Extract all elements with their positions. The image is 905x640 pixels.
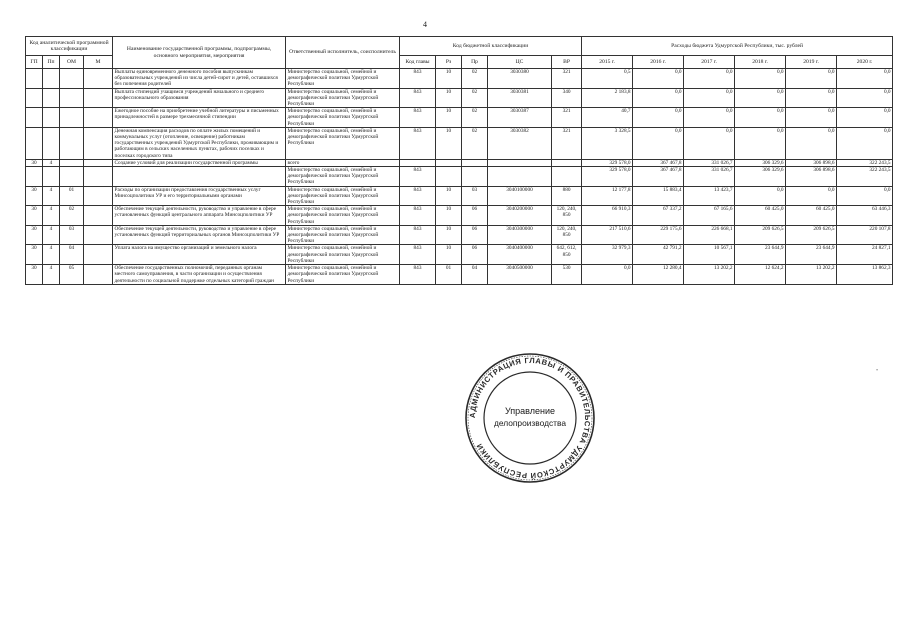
cell-amount: 331 026,7 [684,159,735,166]
grbs-header: Код главы [400,56,436,69]
cell-gp: 30 [26,186,43,206]
cell-amount: 220 107,8 [837,225,893,245]
cell-amount: 367 467,8 [633,167,684,187]
cell-amount: 0,0 [786,69,837,89]
cell-executor: Министерство социальной, семейной и демографической политики Удмуртской Республики [286,186,400,206]
cell-amount: 2 183,8 [582,88,633,108]
cell-vr [552,159,582,166]
cell-m [84,167,113,187]
cell-om [60,167,84,187]
cell-gp [26,127,43,159]
cell-amount: 0,0 [684,69,735,89]
cell-m [84,127,113,159]
cell-rz: 10 [436,245,462,265]
table-row [26,159,893,166]
cell-amount: 0,5 [582,69,633,89]
cell-om: 05 [60,265,84,285]
cell-amount: 12 280,4 [633,265,684,285]
cell-amount: 12 624,2 [735,265,786,285]
cell-amount: 0,0 [582,265,633,285]
cell-rz [436,167,462,187]
cell-amount: 0,0 [837,108,893,128]
cell-executor: Министерство социальной, семейной и демографической политики Удмуртской Республики [286,265,400,285]
cell-m [84,88,113,108]
cell-amount: 0,0 [684,108,735,128]
cell-m [84,186,113,206]
cell-grbs: 843 [400,69,436,89]
cell-name: Выплата стипендий учащимся учреждений начального и среднего профессионального образования [113,88,286,108]
cell-cs: 3040400000 [488,245,552,265]
cell-grbs: 843 [400,225,436,245]
year-header: 2019 г. [786,56,837,69]
cell-cs: 3030387 [488,108,552,128]
cell-gp: 30 [26,206,43,226]
expenses-header: Расходы бюджета Удмуртской Республики, тыс. рублей [582,37,893,56]
cell-amount: 0,0 [786,88,837,108]
table-row [26,88,893,108]
gp-header: ГП [26,56,43,69]
pp-header: Пп [43,56,60,69]
cell-amount: 63 446,3 [837,206,893,226]
cell-amount: 0,0 [684,88,735,108]
cell-amount: 329 578,0 [582,159,633,166]
cell-rz: 10 [436,225,462,245]
cell-cs: 3040500000 [488,265,552,285]
cell-cs [488,167,552,187]
cell-pr [462,159,488,166]
cell-rz: 10 [436,206,462,226]
cell-amount: 0,0 [684,127,735,159]
cell-name: Уплата налога на имущество организаций и земельного налога [113,245,286,265]
cell-grbs: 843 [400,265,436,285]
table-row [26,206,893,226]
m-header: М [84,56,113,69]
cell-amount: 40,7 [582,108,633,128]
cell-grbs: 843 [400,127,436,159]
cell-vr: 321 [552,127,582,159]
analytic-code-header: Код аналитической программной классификации [26,37,113,56]
cell-amount: 306 898,6 [786,167,837,187]
cell-vr: 340 [552,88,582,108]
cell-pp [43,167,60,187]
cell-name: Выплаты единовременного денежного пособия выпускникам образовательных учреждений из числа детей-сирот и детей, оставшихся без попечения родителей [113,69,286,89]
cell-amount: 23 644,9 [786,245,837,265]
table-body [26,69,893,285]
cell-m [84,206,113,226]
cell-m [84,69,113,89]
cell-amount: 306 898,6 [786,159,837,166]
cell-cs: 3040100000 [488,186,552,206]
cell-pp: 4 [43,206,60,226]
cell-cs [488,159,552,166]
cell-amount: 12 177,8 [582,186,633,206]
table-row [26,127,893,159]
cell-amount: 0,0 [837,88,893,108]
cell-om: 01 [60,186,84,206]
cell-om [60,88,84,108]
cell-amount: 0,0 [735,108,786,128]
cell-vr: 120, 240, 850 [552,225,582,245]
cell-cs: 3040300000 [488,225,552,245]
cell-amount: 67 337,2 [633,206,684,226]
cell-om [60,159,84,166]
cell-gp: 30 [26,159,43,166]
cell-amount: 0,0 [786,186,837,206]
stamp-center-line1: Управление [504,406,556,416]
cell-pr: 04 [462,265,488,285]
table-row [26,225,893,245]
cell-pr: 06 [462,245,488,265]
cell-amount: 3 328,5 [582,127,633,159]
cell-amount: 209 626,5 [786,225,837,245]
cell-amount: 306 329,6 [735,167,786,187]
cell-executor: Министерство социальной, семейной и демографической политики Удмуртской Республики [286,167,400,187]
budget-table [25,36,893,285]
cell-grbs: 843 [400,88,436,108]
cell-vr: 880 [552,186,582,206]
table-row [26,265,893,285]
cell-name: Ежегодное пособие на приобретение учебной литературы и письменных принадлежностей в размере трехмесячной стипендии [113,108,286,128]
official-stamp [463,351,597,485]
page-number: 4 [423,20,427,29]
stamp-ring-text: АДМИНИСТРАЦИЯ ГЛАВЫ И ПРАВИТЕЛЬСТВА УДМУРТСКОЙ РЕСПУБЛИКИ [467,355,593,481]
cell-grbs: 843 [400,186,436,206]
cell-cs: 3030381 [488,88,552,108]
cell-pp [43,69,60,89]
cell-amount: 322 243,5 [837,159,893,166]
cell-rz: 01 [436,265,462,285]
cell-pp [43,88,60,108]
cell-amount: 60 425,0 [786,206,837,226]
cell-amount: 67 165,6 [684,206,735,226]
cell-gp [26,88,43,108]
year-header: 2018 г. [735,56,786,69]
cell-amount: 0,0 [735,127,786,159]
cell-amount: 13 202,2 [684,265,735,285]
cell-rz: 10 [436,108,462,128]
year-header: 2015 г. [582,56,633,69]
cell-pp: 4 [43,159,60,166]
cell-vr [552,167,582,187]
cell-pr: 02 [462,127,488,159]
cell-m [84,265,113,285]
cell-pp: 4 [43,245,60,265]
cell-pr: 02 [462,88,488,108]
cell-name: Обеспечение текущей деятельности, руководство и управление в сфере установленных функций территориальных органов Минсоцполитики УР [113,225,286,245]
cell-grbs: 843 [400,167,436,187]
cell-amount: 0,0 [786,127,837,159]
cell-gp: 30 [26,245,43,265]
cell-gp [26,69,43,89]
cell-m [84,245,113,265]
cell-amount: 329 578,0 [582,167,633,187]
cell-rz: 10 [436,69,462,89]
cell-grbs: 843 [400,206,436,226]
cell-m [84,159,113,166]
cell-pr: 02 [462,108,488,128]
cell-pr: 02 [462,69,488,89]
table-row [26,245,893,265]
cell-amount: 23 644,9 [735,245,786,265]
cell-amount: 0,0 [633,69,684,89]
cell-amount: 322 243,5 [837,167,893,187]
cell-rz [436,159,462,166]
cell-pp [43,127,60,159]
cell-om [60,69,84,89]
om-header: ОМ [60,56,84,69]
cell-amount: 0,0 [837,186,893,206]
cell-amount: 10 567,1 [684,245,735,265]
cell-amount: 60 425,0 [735,206,786,226]
cell-executor: Министерство социальной, семейной и демографической политики Удмуртской Республики [286,127,400,159]
cell-om: 04 [60,245,84,265]
cell-om: 02 [60,206,84,226]
cell-amount: 0,0 [735,88,786,108]
cell-cs: 3030382 [488,127,552,159]
cell-om [60,108,84,128]
cell-name: Расходы по организации предоставления государственных услуг Минсоцполитики УР и его территориальными органами [113,186,286,206]
cell-executor: Министерство социальной, семейной и демографической политики Удмуртской Республики [286,225,400,245]
cell-executor: Министерство социальной, семейной и демографической политики Удмуртской Республики [286,108,400,128]
cell-pr: 03 [462,186,488,206]
cell-m [84,108,113,128]
cell-rz: 10 [436,127,462,159]
cell-amount: 0,0 [837,127,893,159]
cell-vr: 321 [552,108,582,128]
cell-vr: 321 [552,69,582,89]
cell-executor: Министерство социальной, семейной и демографической политики Удмуртской Республики [286,206,400,226]
cell-name: Денежная компенсация расходов по оплате жилых помещений и коммунальных услуг (отопление, освещение) работникам государственных учреждений Удмуртской Республики, проживающим и работающим в сельских населенных пунктах, рабочих поселках и поселках городского типа [113,127,286,159]
cell-gp [26,108,43,128]
cell-pp: 4 [43,225,60,245]
cell-vr: 642, 612, 850 [552,245,582,265]
cell-amount: 229 175,6 [633,225,684,245]
cell-grbs [400,159,436,166]
cell-amount: 331 026,7 [684,167,735,187]
cell-amount: 306 329,6 [735,159,786,166]
year-header: 2017 г. [684,56,735,69]
stamp-center-line2: делопроизводства [493,418,567,428]
cell-amount: 15 883,4 [633,186,684,206]
cell-amount: 0,0 [633,88,684,108]
table-row [26,167,893,187]
cell-vr: 530 [552,265,582,285]
cell-om [60,127,84,159]
cell-rz: 10 [436,88,462,108]
scan-mark: • [876,368,879,374]
cell-amount: 217 510,6 [582,225,633,245]
year-header: 2020 г. [837,56,893,69]
year-header: 2016 г. [633,56,684,69]
cell-amount: 367 467,8 [633,159,684,166]
cell-om: 03 [60,225,84,245]
cell-m [84,225,113,245]
cell-executor: Министерство социальной, семейной и демографической политики Удмуртской Республики [286,88,400,108]
cell-amount: 0,0 [633,108,684,128]
cell-executor: всего [286,159,400,166]
budget-code-header: Код бюджетной классификации [400,37,582,56]
cell-name: Создание условий для реализации государственной программы [113,159,286,166]
cell-pr: 06 [462,206,488,226]
vr-header: ВР [552,56,582,69]
cell-amount: 13 202,2 [786,265,837,285]
cell-amount: 13 862,3 [837,265,893,285]
cell-amount: 42 791,2 [633,245,684,265]
cell-pp: 4 [43,186,60,206]
cell-amount: 24 827,1 [837,245,893,265]
cell-amount: 0,0 [735,69,786,89]
cell-amount: 0,0 [633,127,684,159]
cell-amount: 32 979,3 [582,245,633,265]
cell-pp [43,108,60,128]
cell-amount: 13 423,7 [684,186,735,206]
cell-amount: 66 910,3 [582,206,633,226]
cell-cs: 3030380 [488,69,552,89]
cell-name [113,167,286,187]
cell-pr: 06 [462,225,488,245]
cell-executor: Министерство социальной, семейной и демографической политики Удмуртской Республики [286,245,400,265]
cell-pp: 4 [43,265,60,285]
cell-amount: 209 626,5 [735,225,786,245]
name-header: Наименование государственной программы, подпрограммы, основного мероприятия, мероприятия [113,37,286,69]
rz-header: Рз [436,56,462,69]
cell-vr: 120, 240, 850 [552,206,582,226]
executor-header: Ответственный исполнитель, соисполнитель [286,37,400,69]
cell-gp: 30 [26,225,43,245]
cell-grbs: 843 [400,108,436,128]
table-row [26,108,893,128]
cell-name: Обеспечение государственных полномочий, переданных органам местного самоуправления, в части организации и осуществления деятельности по социальной поддержке отдельных категорий граждан [113,265,286,285]
cell-amount: 0,0 [735,186,786,206]
cell-name: Обеспечение текущей деятельности, руководство и управление в сфере установленных функций центрального аппарата Минсоцполитики УР [113,206,286,226]
cell-gp [26,167,43,187]
cell-amount: 0,0 [786,108,837,128]
cell-gp: 30 [26,265,43,285]
cell-cs: 3040200000 [488,206,552,226]
cell-rz: 10 [436,186,462,206]
cell-grbs: 843 [400,245,436,265]
cell-amount: 0,0 [837,69,893,89]
cell-pr [462,167,488,187]
cell-executor: Министерство социальной, семейной и демографической политики Удмуртской Республики [286,69,400,89]
cs-header: ЦС [488,56,552,69]
cell-amount: 226 668,1 [684,225,735,245]
pr-header: Пр [462,56,488,69]
table-row [26,186,893,206]
table-row [26,69,893,89]
